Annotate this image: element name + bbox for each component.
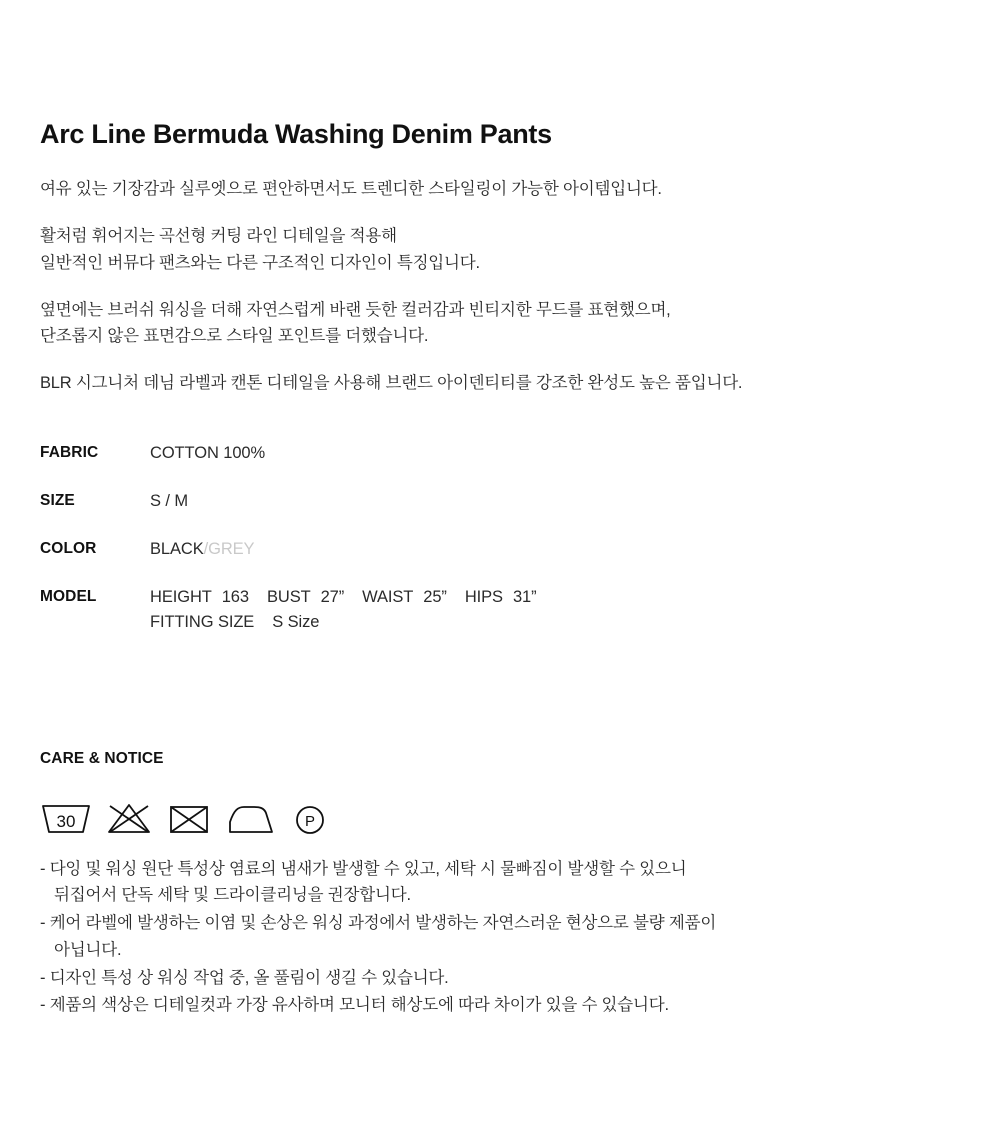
notice-bullet: - bbox=[40, 859, 46, 878]
spec-label-color: COLOR bbox=[40, 539, 97, 557]
spec-label-size: SIZE bbox=[40, 491, 75, 509]
notice-bullet: - bbox=[40, 914, 46, 933]
spec-value-size: S / M bbox=[150, 491, 189, 510]
notice-text: 케어 라벨에 발생하는 이염 및 손상은 워싱 과정에서 발생하는 자연스러운 현상으로 불량 제품이 bbox=[49, 914, 717, 933]
description-line: 단조롭지 않은 표면감으로 스타일 포인트를 더했습니다. bbox=[40, 327, 429, 346]
model-bust-label: BUST bbox=[266, 587, 311, 606]
model-waist-value: 25” bbox=[423, 587, 447, 606]
description-paragraph-3 bbox=[40, 297, 960, 350]
model-hips-label: HIPS bbox=[464, 587, 503, 606]
notice-item bbox=[40, 965, 960, 992]
no-bleach-icon bbox=[106, 796, 152, 836]
spec-row-model bbox=[40, 588, 960, 632]
description-paragraph-1 bbox=[40, 176, 960, 203]
notice-text-continued: 아닙니다. bbox=[54, 940, 122, 959]
notice-text-continued: 뒤집어서 단독 세탁 및 드라이클리닝을 권장합니다. bbox=[54, 886, 411, 905]
iron-low-icon bbox=[226, 796, 276, 836]
wash-30-icon bbox=[40, 796, 92, 836]
model-fitting-label: FITTING SIZE bbox=[150, 612, 255, 631]
description-line: BLR 시그니처 데님 라벨과 캔톤 디테일을 사용해 브랜드 아이덴티티를 강조한 완성도 높은 품입니다. bbox=[40, 373, 743, 392]
model-hips-value: 31” bbox=[512, 587, 537, 606]
model-fitting-row bbox=[150, 613, 960, 632]
spec-label-fabric: FABRIC bbox=[40, 443, 99, 461]
notice-item bbox=[40, 992, 960, 1019]
notice-text: 디자인 특성 상 워싱 작업 중, 올 풀림이 생길 수 있습니다. bbox=[49, 968, 449, 987]
care-and-notice-section bbox=[40, 750, 960, 1019]
description-line: 활처럼 휘어지는 곡선형 커팅 라인 디테일을 적용해 bbox=[40, 227, 397, 246]
spec-value-fabric: COTTON 100% bbox=[150, 443, 266, 462]
spec-row-size bbox=[40, 492, 960, 540]
model-height-value: 163 bbox=[221, 587, 249, 606]
model-fitting-value: S Size bbox=[272, 612, 320, 631]
notice-list bbox=[40, 856, 960, 1019]
spec-label-model: MODEL bbox=[40, 587, 97, 605]
care-symbols-row bbox=[40, 790, 960, 836]
spec-row-fabric bbox=[40, 444, 960, 492]
notice-bullet: - bbox=[40, 996, 46, 1015]
color-separator: / bbox=[203, 539, 209, 558]
spec-value-model bbox=[150, 588, 960, 632]
model-waist-label: WAIST bbox=[362, 587, 414, 606]
notice-text: 다잉 및 워싱 원단 특성상 염료의 냄새가 발생할 수 있고, 세탁 시 물빠짐이 발생할 수 있으니 bbox=[49, 859, 687, 878]
color-option-grey: GREY bbox=[208, 539, 255, 558]
description-paragraph-4 bbox=[40, 370, 960, 397]
description-line: 옆면에는 브러쉬 워싱을 더해 자연스럽게 바랜 듯한 컬러감과 빈티지한 무드를 표현했으며, bbox=[40, 300, 671, 319]
dryclean-p-icon bbox=[290, 796, 330, 836]
description-line: 여유 있는 기장감과 실루엣으로 편안하면서도 트렌디한 스타일링이 가능한 아이템입니다. bbox=[40, 180, 662, 199]
notice-item bbox=[40, 910, 960, 963]
description-line: 일반적인 버뮤다 팬츠와는 다른 구조적인 디자인이 특징입니다. bbox=[40, 253, 480, 272]
care-section-title: CARE & NOTICE bbox=[40, 749, 164, 767]
notice-bullet: - bbox=[40, 968, 46, 987]
wash-temp-label: 30 bbox=[56, 811, 76, 831]
no-tumble-dry-icon bbox=[166, 796, 212, 836]
dryclean-letter-label: P bbox=[304, 812, 316, 830]
model-bust-value: 27” bbox=[320, 587, 345, 606]
spec-value-color bbox=[150, 540, 960, 588]
description-paragraph-2 bbox=[40, 223, 960, 276]
model-height-label: HEIGHT bbox=[150, 587, 212, 606]
color-option-black: BLACK bbox=[150, 539, 204, 558]
spec-row-color bbox=[40, 540, 960, 588]
notice-item bbox=[40, 856, 960, 909]
page-title: Arc Line Bermuda Washing Denim Pants bbox=[40, 119, 552, 149]
notice-text: 제품의 색상은 디테일컷과 가장 유사하며 모니터 해상도에 따라 차이가 있을 수 있습니다. bbox=[49, 996, 669, 1015]
spec-table bbox=[40, 444, 960, 632]
